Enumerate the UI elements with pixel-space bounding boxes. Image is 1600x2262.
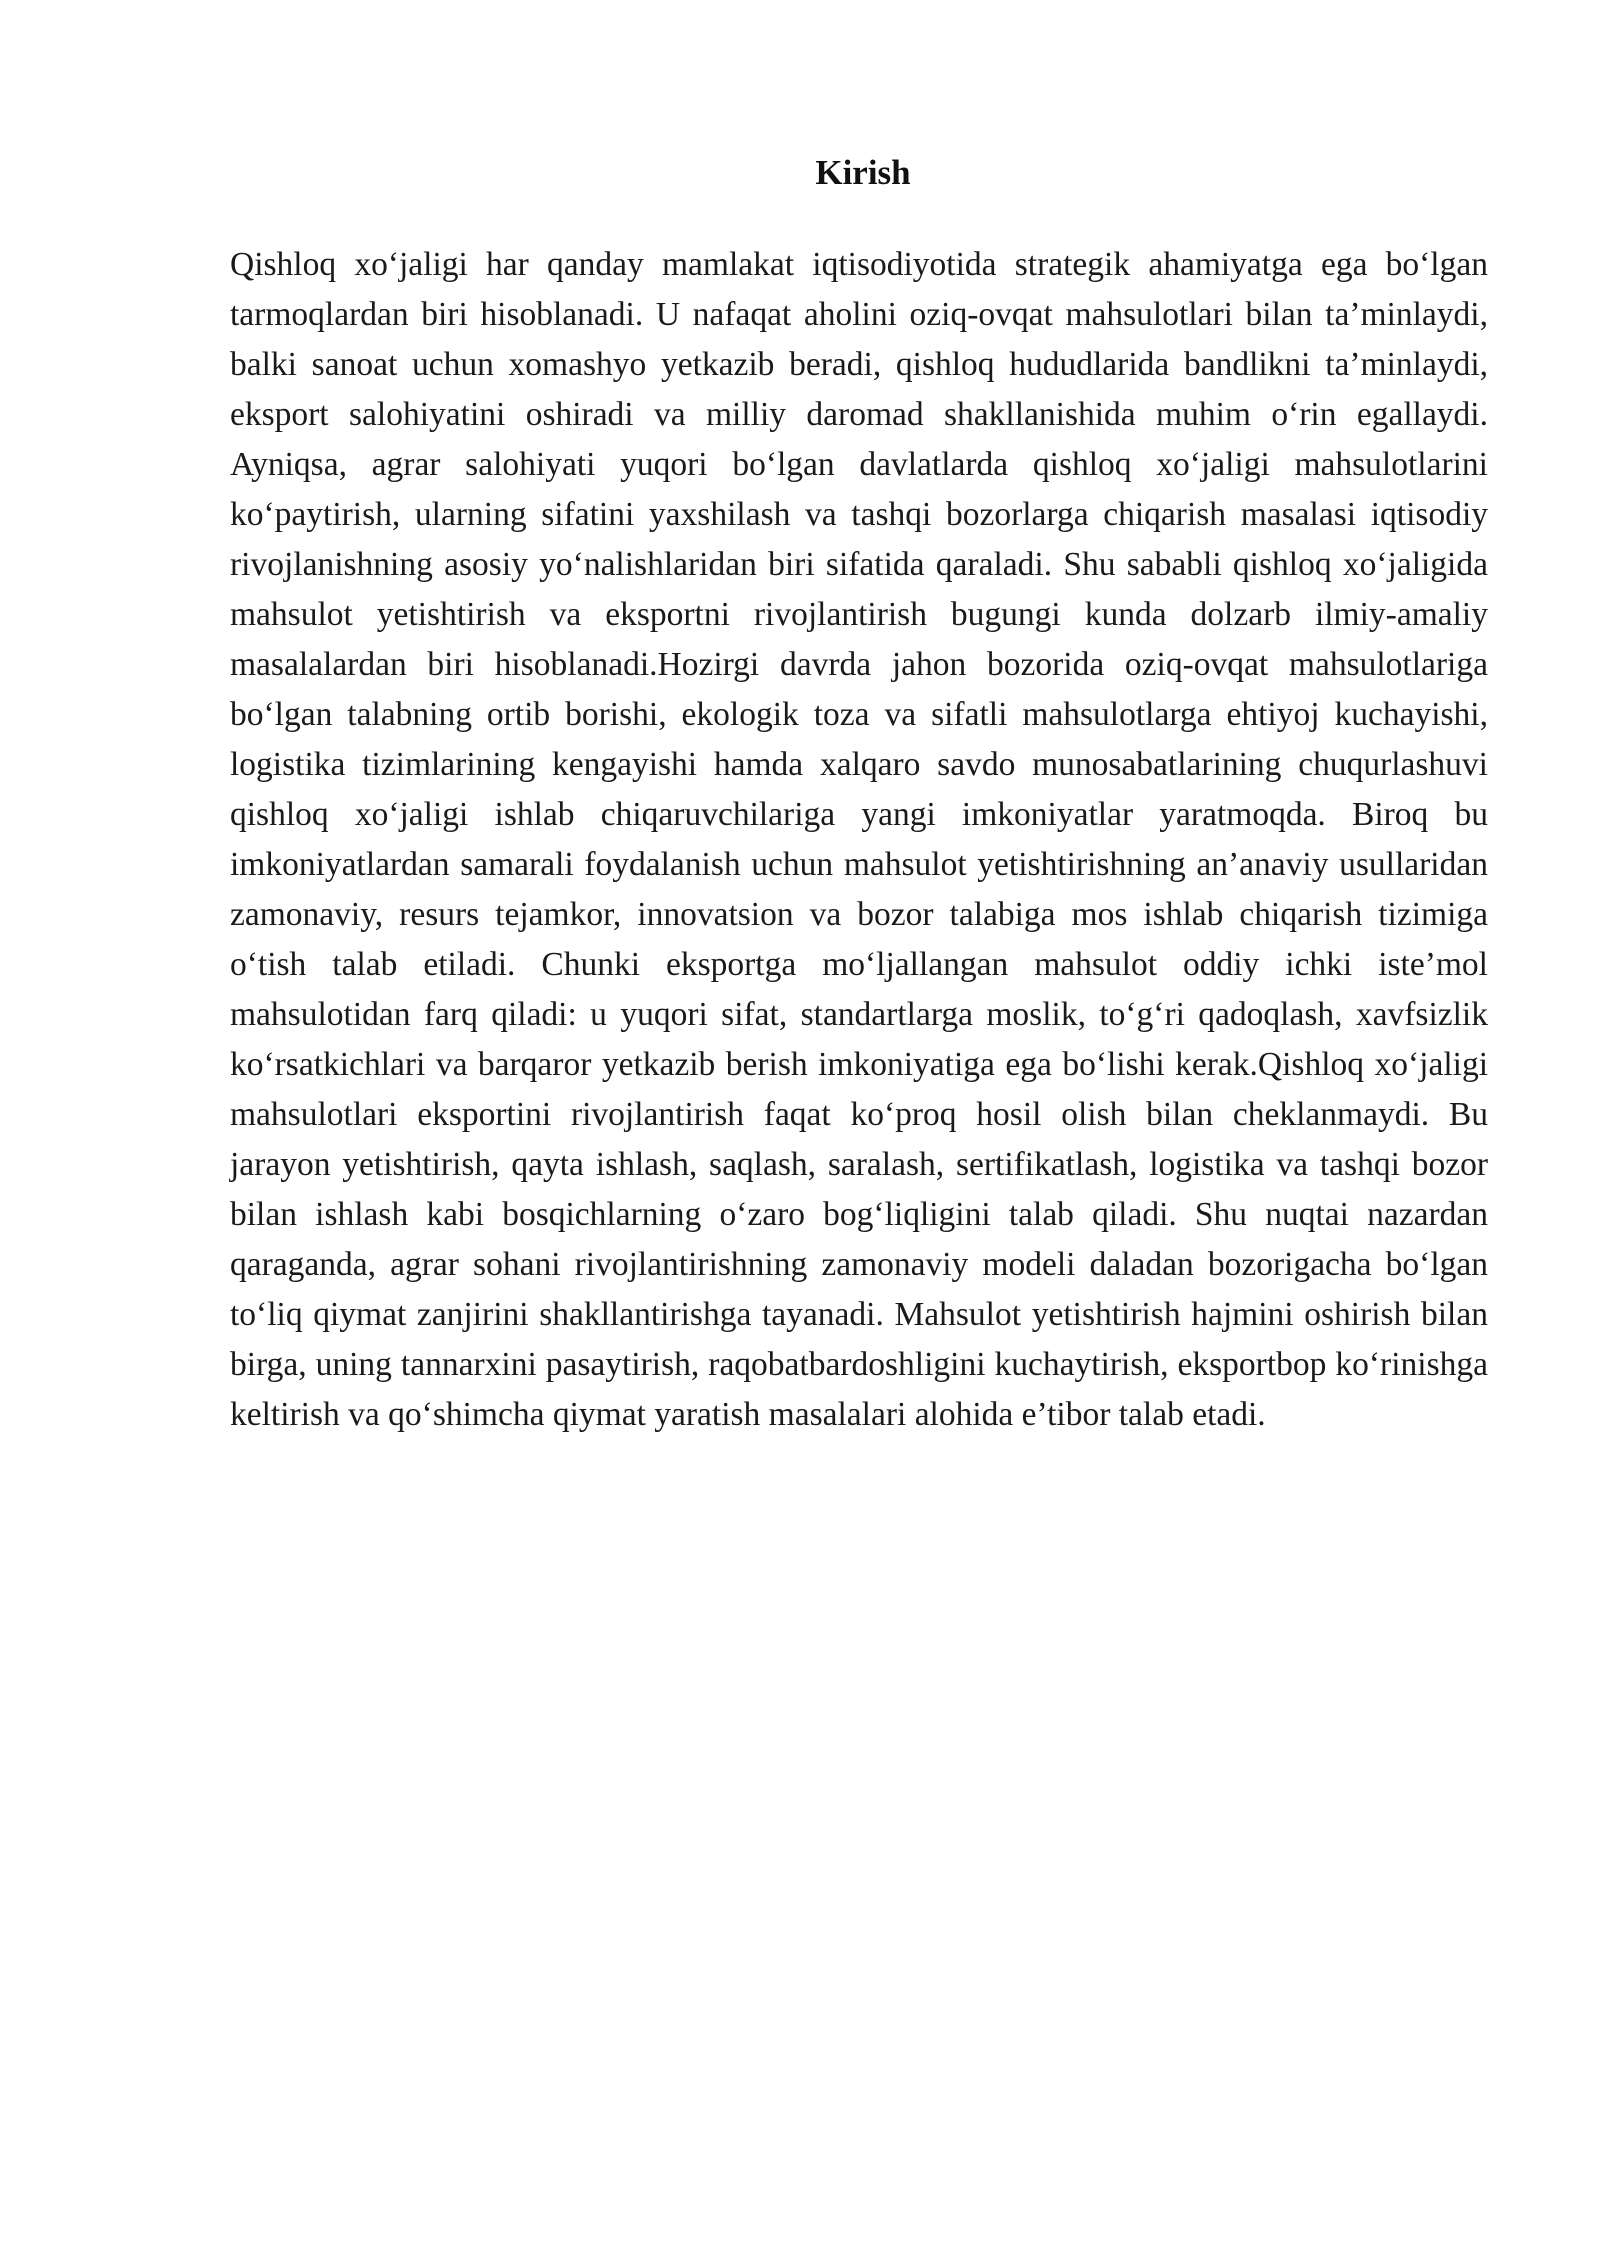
section-heading: Kirish	[815, 153, 911, 192]
body-text	[230, 240, 1488, 1440]
paragraph: Qishloq xo‘jaligi har qanday mamlakat iqtisodiyotida strategik ahamiyatga ega bo‘lgan tarmoqlardan biri hisoblanadi. U nafaqat aholini oziq-ovqat mahsulotlari bilan ta’minlaydi, balki sanoat uchun xomashyo yetkazib beradi, qishloq hududlarida bandlikni ta’minlaydi, eksport salohiyatini oshiradi va milliy daromad shakllanishida muhim o‘rin egallaydi. Ayniqsa, agrar salohiyati yuqori bo‘lgan davlatlarda qishloq xo‘jaligi mahsulotlarini ko‘paytirish, ularning sifatini yaxshilash va tashqi bozorlarga chiqarish masalasi iqtisodiy rivojlanishning asosiy yo‘nalishlaridan biri sifatida qaraladi. Shu sababli qishloq xo‘jaligida mahsulot yetishtirish va eksportni rivojlantirish bugungi kunda dolzarb ilmiy-amaliy masalalardan biri hisoblanadi.Hozirgi davrda jahon bozorida oziq-ovqat mahsulotlariga bo‘lgan talabning ortib borishi, ekologik toza va sifatli mahsulotlarga ehtiyoj kuchayishi, logistika tizimlarining kengayishi hamda xalqaro savdo munosabatlarining chuqurlashuvi qishloq xo‘jaligi ishlab chiqaruvchilariga yangi imkoniyatlar yaratmoqda. Biroq bu imkoniyatlardan samarali foydalanish uchun mahsulot yetishtirishning an’anaviy usullaridan zamonaviy, resurs tejamkor, innovatsion va bozor talabiga mos ishlab chiqarish tizimiga o‘tish talab etiladi. Chunki eksportga mo‘ljallangan mahsulot oddiy ichki iste’mol mahsulotidan farq qiladi: u yuqori sifat, standartlarga moslik, to‘g‘ri qadoqlash, xavfsizlik ko‘rsatkichlari va barqaror yetkazib berish imkoniyatiga ega bo‘lishi kerak.Qishloq xo‘jaligi mahsulotlari eksportini rivojlantirish faqat ko‘proq hosil olish bilan cheklanmaydi. Bu jarayon yetishtirish, qayta ishlash, saqlash, saralash, sertifikatlash, logistika va tashqi bozor bilan ishlash kabi bosqichlarning o‘zaro bog‘liqligini talab qiladi. Shu nuqtai nazardan qaraganda, agrar sohani rivojlantirishning zamonaviy modeli daladan bozorigacha bo‘lgan to‘liq qiymat zanjirini shakllantirishga tayanadi. Mahsulot yetishtirish hajmini oshirish bilan birga, uning tannarxini pasaytirish, raqobatbardoshligini kuchaytirish, eksportbop ko‘rinishga keltirish va qo‘shimcha qiymat yaratish masalalari alohida e’tibor talab etadi.	[230, 246, 1488, 1433]
